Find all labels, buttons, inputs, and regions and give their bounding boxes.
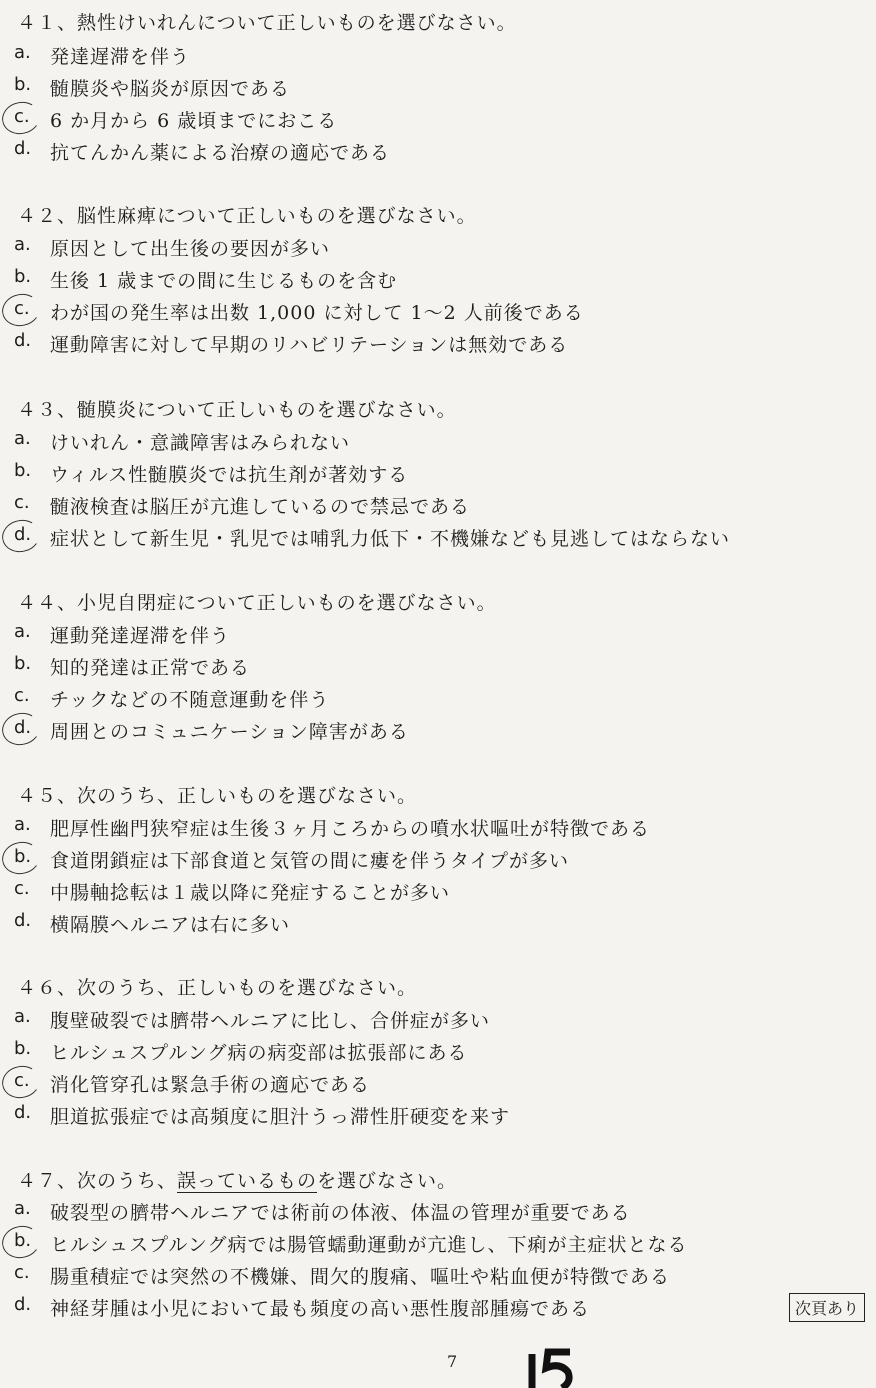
option-letter: a. (14, 428, 31, 449)
option-letter: b. (14, 74, 32, 95)
question-title-suffix: を選びなさい。 (317, 1170, 458, 1192)
question-title: ４４、小児自閉症について正しいものを選びなさい。 (17, 592, 497, 614)
option-letter: d. (14, 138, 32, 159)
page-number: 7 (447, 1352, 458, 1371)
option-text: 原因として出生後の要因が多い (50, 238, 331, 260)
option-text: 6 か月から 6 歳頃までにおこる (50, 110, 338, 132)
option-text: 抗てんかん薬による治療の適応である (50, 142, 391, 164)
option-text: 腸重積症では突然の不機嫌、間欠的腹痛、嘔吐や粘血便が特徴である (50, 1266, 671, 1288)
question-title: ４６、次のうち、正しいものを選びなさい。 (17, 977, 418, 999)
option-text: 発達遅滞を伴う (50, 46, 191, 68)
option-letter: b. (14, 846, 32, 867)
option-text: ヒルシュスプルング病では腸管蠕動運動が亢進し、下痢が主症状となる (50, 1234, 688, 1256)
option-letter: d. (14, 330, 32, 351)
option-text: 知的発達は正常である (50, 657, 251, 679)
option-text: 肥厚性幽門狭窄症は生後３ヶ月ころからの噴水状嘔吐が特徴である (50, 818, 651, 840)
option-text: わが国の発生率は出数 1,000 に対して 1～2 人前後である (50, 302, 584, 324)
option-letter: b. (14, 1038, 32, 1059)
option-letter: b. (14, 460, 32, 481)
option-text: 横隔膜ヘルニアは右に多い (50, 914, 291, 936)
option-text: 髄膜炎や脳炎が原因である (50, 78, 291, 100)
option-text: 消化管穿孔は緊急手術の適応である (50, 1074, 371, 1096)
option-letter: c. (14, 298, 30, 319)
option-letter: a. (14, 234, 31, 255)
option-text: けいれん・意識障害はみられない (50, 432, 351, 454)
option-letter: b. (14, 653, 32, 674)
option-letter: a. (14, 1006, 31, 1027)
option-text: 周囲とのコミュニケーション障害がある (50, 721, 409, 743)
option-letter: a. (14, 42, 31, 63)
option-letter: a. (14, 1198, 31, 1219)
question-title: ４２、脳性麻痺について正しいものを選びなさい。 (17, 205, 477, 227)
question-title: ４３、髄膜炎について正しいものを選びなさい。 (17, 399, 457, 421)
option-text: 中腸軸捻転は１歳以降に発症することが多い (50, 882, 451, 904)
question-title (17, 1166, 457, 1193)
option-text: ウィルス性髄膜炎では抗生剤が著効する (50, 464, 409, 486)
question-title-emphasis: 誤っているもの (177, 1170, 318, 1192)
option-letter: d. (14, 910, 32, 931)
option-letter: a. (14, 621, 31, 642)
option-letter: b. (14, 266, 32, 287)
option-letter: d. (14, 524, 32, 545)
option-letter: d. (14, 1294, 32, 1315)
option-text: 腹壁破裂では臍帯ヘルニアに比し、合併症が多い (50, 1010, 491, 1032)
option-letter: d. (14, 717, 32, 738)
option-letter: a. (14, 814, 31, 835)
option-letter: c. (14, 685, 30, 706)
next-page-notice: 次頁あり (789, 1293, 865, 1322)
option-letter: c. (14, 1262, 30, 1283)
option-text: 胆道拡張症では高頻度に胆汁うっ滞性肝硬変を来す (50, 1106, 511, 1128)
question-title: ４１、熱性けいれんについて正しいものを選びなさい。 (17, 12, 517, 34)
option-text: 生後 1 歳までの間に生じるものを含む (50, 270, 398, 292)
option-text: 神経芽腫は小児において最も頻度の高い悪性腹部腫瘍である (50, 1298, 591, 1320)
option-text: 運動障害に対して早期のリハビリテーションは無効である (50, 334, 569, 356)
question-title-prefix: ４７、次のうち、 (17, 1170, 178, 1192)
option-letter: c. (14, 106, 30, 127)
option-text: 破裂型の臍帯ヘルニアでは術前の体液、体温の管理が重要である (50, 1202, 631, 1224)
option-letter: d. (14, 1102, 32, 1123)
option-text: 症状として新生児・乳児では哺乳力低下・不機嫌なども見逃してはならない (50, 528, 731, 550)
option-text: 運動発達遅滞を伴う (50, 625, 231, 647)
option-text: ヒルシュスプルング病の病変部は拡張部にある (50, 1042, 468, 1064)
question-title: ４５、次のうち、正しいものを選びなさい。 (17, 785, 418, 807)
handwritten-score-mark (520, 1348, 590, 1388)
option-letter: b. (14, 1230, 32, 1251)
option-text: 髄液検査は脳圧が亢進しているので禁忌である (50, 496, 471, 518)
option-letter: c. (14, 878, 30, 899)
option-text: チックなどの不随意運動を伴う (50, 689, 330, 711)
option-text: 食道閉鎖症は下部食道と気管の間に瘻を伴うタイプが多い (50, 850, 570, 872)
option-letter: c. (14, 492, 30, 513)
option-letter: c. (14, 1070, 30, 1091)
